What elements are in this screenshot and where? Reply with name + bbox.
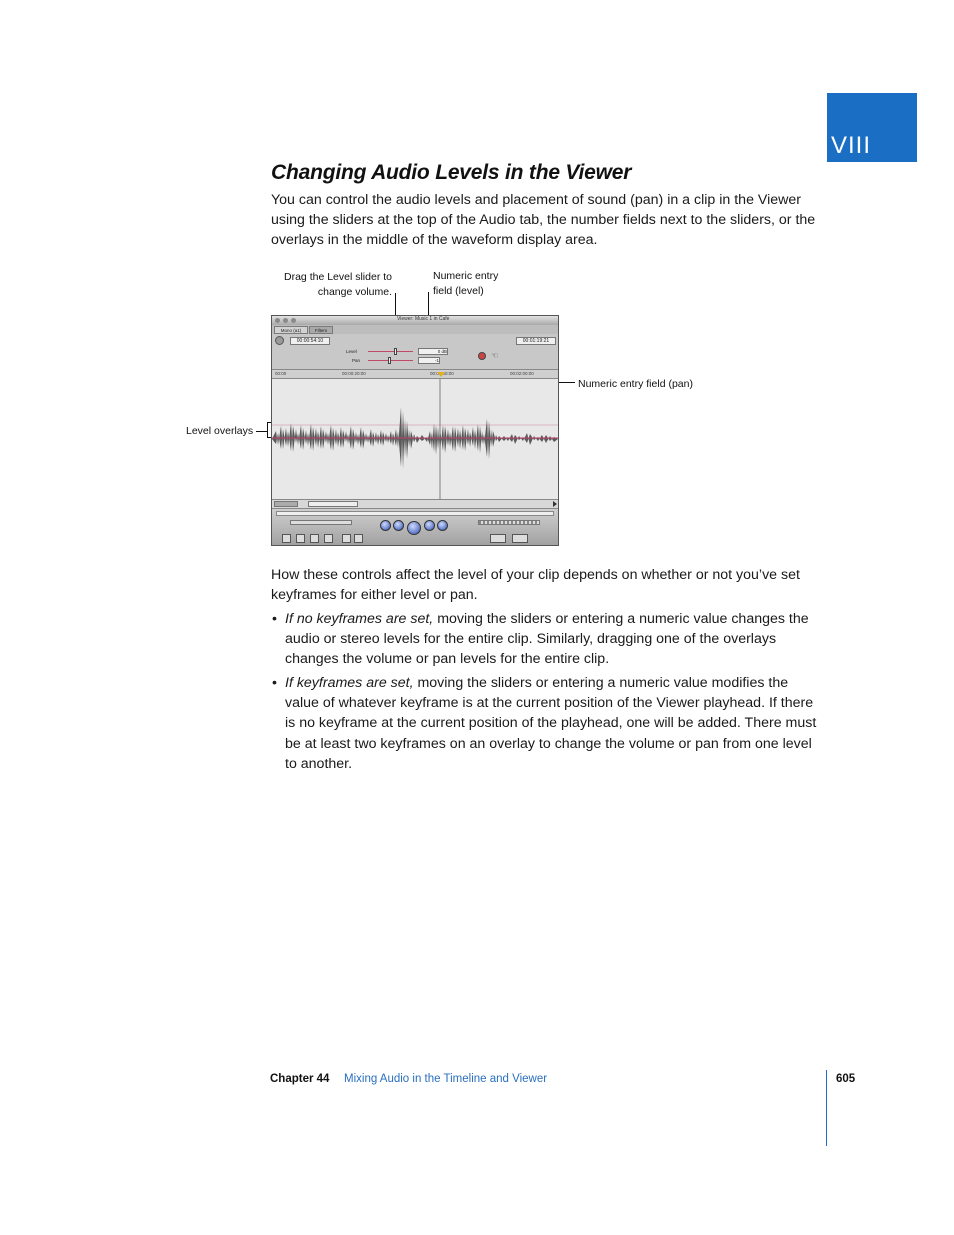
- waveform-scrollbar[interactable]: [272, 499, 558, 509]
- play-around-icon[interactable]: [437, 520, 448, 531]
- bullet-item: [271, 673, 817, 774]
- generator-icon[interactable]: [512, 534, 528, 543]
- viewer-title: Viewer: Music 1 in Cafe: [397, 316, 450, 322]
- level-slider-thumb[interactable]: [394, 348, 397, 355]
- bullet-lead: If no keyframes are set,: [285, 611, 434, 627]
- close-window-icon[interactable]: [275, 318, 280, 323]
- callout-bracket-level-overlays: [267, 422, 268, 438]
- mark-clip-icon[interactable]: [296, 534, 305, 543]
- scroll-right-arrow-icon[interactable]: [553, 501, 557, 507]
- callout-level-slider-line1: Drag the Level slider to: [284, 271, 392, 283]
- footer-chapter: Chapter 44: [270, 1073, 330, 1085]
- time-ruler[interactable]: [272, 369, 558, 379]
- after-figure-paragraph: How these controls affect the level of your clip depends on whether or not you’ve set keyframes for either level or pan.: [271, 567, 800, 604]
- tab-filters[interactable]: Filters: [309, 326, 333, 334]
- add-keyframe-icon[interactable]: [310, 534, 319, 543]
- mark-in-icon[interactable]: [342, 534, 351, 543]
- footer-divider: [826, 1070, 827, 1146]
- level-slider-track: [368, 351, 413, 352]
- bullet-item: [271, 609, 817, 670]
- previous-edit-icon[interactable]: [393, 520, 404, 531]
- reset-button-icon[interactable]: [478, 352, 486, 360]
- bullet-dot: •: [272, 675, 277, 691]
- tab-audio[interactable]: Mono (a1): [274, 326, 308, 334]
- play-in-to-out-icon[interactable]: [380, 520, 391, 531]
- viewer-title-bar[interactable]: [272, 316, 558, 325]
- duration-timecode[interactable]: 00:00:54:10: [290, 337, 330, 345]
- jog-control[interactable]: [478, 520, 540, 525]
- zoom-window-icon[interactable]: [291, 318, 296, 323]
- ruler-mark: 00:00: [275, 371, 287, 376]
- section-tab: [827, 93, 917, 162]
- callout-line-level-overlays: [256, 431, 267, 432]
- intro-paragraph: You can control the audio levels and placement of sound (pan) in a clip in the Viewer using the sliders at the top of the Audio tab, the number fields next to the sliders, or the overlays in the middle of the waveform display area.: [271, 192, 816, 249]
- pan-label: Pan: [352, 358, 361, 363]
- playhead-marker-icon[interactable]: [437, 372, 445, 377]
- callout-level-slider-line2: change volume.: [317, 285, 392, 298]
- gear-icon[interactable]: [275, 336, 284, 345]
- section-tab-label: VIII: [831, 132, 872, 159]
- next-edit-icon[interactable]: [424, 520, 435, 531]
- ruler-mark: 00:02:00:00: [510, 371, 534, 376]
- zoom-slider[interactable]: [274, 501, 298, 507]
- play-icon[interactable]: [407, 521, 421, 535]
- page-number: 605: [836, 1073, 856, 1085]
- callout-level-overlays: Level overlays: [186, 425, 254, 437]
- bullet-text: moving the sliders or entering a numeric value changes the audio or stereo levels for the entire clip. Similarly, dragging one of the overlays changes the volume or pan levels for the entire clip.: [285, 611, 809, 668]
- recent-clips-icon[interactable]: [490, 534, 506, 543]
- mark-out-icon[interactable]: [354, 534, 363, 543]
- bullet-lead: If keyframes are set,: [285, 675, 414, 691]
- pan-value-field[interactable]: -1: [418, 357, 440, 364]
- ruler-mark: 00:00:20:00: [342, 371, 366, 376]
- current-timecode[interactable]: 00:01:19:21: [516, 337, 556, 345]
- scroll-thumb[interactable]: [308, 501, 358, 507]
- waveform-graphic: [272, 379, 558, 499]
- section-heading: Changing Audio Levels in the Viewer: [271, 161, 632, 184]
- add-marker-icon[interactable]: [324, 534, 333, 543]
- bullet-text: moving the sliders or entering a numeric value modifies the value of whatever keyframe is at the current position of the Viewer playhead. If there is no keyframe at the current position of the playhead, one will be added. There must be at least two keyframes on an overlay to change the volume or pan from one level to another.: [285, 675, 817, 772]
- callout-numeric-level-line1: Numeric entry: [433, 270, 499, 282]
- callout-level-slider: [282, 270, 392, 299]
- pan-slider-thumb[interactable]: [388, 357, 391, 364]
- slider-row: [272, 348, 558, 369]
- bullet-dot: •: [272, 611, 277, 627]
- callout-numeric-level: [433, 269, 498, 298]
- shuttle-control[interactable]: [290, 520, 352, 525]
- match-frame-icon[interactable]: [282, 534, 291, 543]
- minimize-window-icon[interactable]: [283, 318, 288, 323]
- transport-controls: [272, 509, 558, 546]
- level-label: Level: [346, 349, 357, 354]
- timecode-row: [272, 334, 558, 349]
- level-value-field[interactable]: 0 dB: [418, 348, 448, 355]
- scrubber-bar[interactable]: [276, 511, 554, 516]
- waveform-display[interactable]: [272, 379, 558, 499]
- hand-drag-icon[interactable]: ☜: [491, 351, 499, 360]
- ruler-mark: 00:00:40:00: [430, 371, 454, 376]
- callout-numeric-pan: Numeric entry field (pan): [578, 378, 693, 390]
- footer-chapter-title[interactable]: Mixing Audio in the Timeline and Viewer: [344, 1073, 548, 1085]
- viewer-window: [271, 315, 559, 546]
- callout-numeric-level-line2: field (level): [433, 284, 484, 297]
